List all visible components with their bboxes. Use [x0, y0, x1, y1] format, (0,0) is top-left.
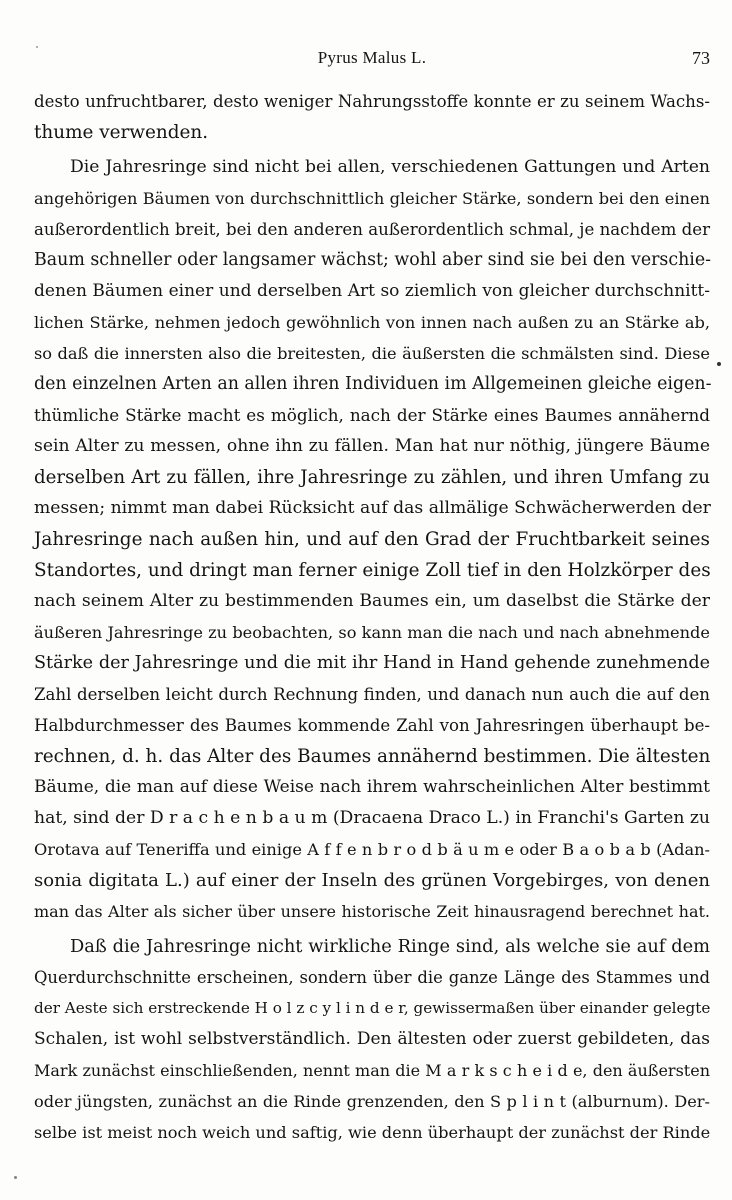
page-header — [34, 48, 710, 78]
text-line: Querdurchschnitte erscheinen, sondern über die ganze Länge des Stammes und — [34, 968, 710, 987]
running-title: Pyrus Malus L. — [317, 48, 427, 67]
text-line: Jahresringe nach außen hin, und auf den Grad der Fruchtbarkeit seines — [34, 529, 710, 550]
text-line: messen; nimmt man dabei Rücksicht auf das allmälige Schwächerwerden der — [34, 498, 711, 518]
ink-speck — [36, 46, 38, 48]
text-line: derselben Art zu fällen, ihre Jahresringe zu zählen, und ihren Umfang zu — [34, 467, 710, 488]
text-line: rechnen, d. h. das Alter des Baumes annähernd bestimmen. Die ältesten — [34, 746, 711, 767]
text-line: man das Alter als sicher über unsere historische Zeit hinausragend berechnet hat. — [34, 902, 710, 921]
text-line: außerordentlich breit, bei den anderen außerordentlich schmal, je nachdem der — [34, 220, 710, 239]
text-line: selbe ist meist noch weich und saftig, wie denn überhaupt der zunächst der Rinde — [34, 1123, 711, 1142]
text-line: thume verwenden. — [34, 122, 209, 143]
text-line: thümliche Stärke macht es möglich, nach der Stärke eines Baumes annähernd — [34, 405, 710, 425]
text-line: Standortes, und dringt man ferner einige Zoll tief in den Holzkörper des — [34, 560, 711, 581]
text-line: Mark zunächst einschließenden, nennt man die M a r k s c h e i d e, den äußersten — [34, 1061, 710, 1080]
text-line: oder jüngsten, zunächst an die Rinde grenzenden, den S p l i n t (alburnum). Der- — [34, 1092, 710, 1111]
text-line: Daß die Jahresringe nicht wirkliche Ringe sind, als welche sie auf dem — [70, 936, 710, 957]
text-line: so daß die innersten also die breitesten, die äußersten die schmälsten sind. Diese — [34, 344, 710, 363]
text-line: sonia digitata L.) auf einer der Inseln des grünen Vorgebirges, von denen — [34, 870, 710, 891]
text-line: sein Alter zu messen, ohne ihn zu fällen. Man hat nur nöthig, jüngere Bäume — [34, 436, 710, 456]
text-line: Stärke der Jahresringe und die mit ihr Hand in Hand gehende zunehmende — [34, 653, 710, 673]
text-line: nach seinem Alter zu bestimmenden Baumes ein, um daselbst die Stärke der — [34, 591, 710, 611]
text-line: lichen Stärke, nehmen jedoch gewöhnlich von innen nach außen zu an Stärke ab, — [34, 313, 710, 332]
text-line: Halbdurchmesser des Baumes kommende Zahl von Jahresringen überhaupt be- — [34, 716, 710, 735]
text-line: angehörigen Bäumen von durchschnittlich gleicher Stärke, sondern bei den einen — [34, 189, 710, 208]
text-line: Schalen, ist wohl selbstverständlich. Den ältesten oder zuerst gebildeten, das — [34, 1029, 710, 1049]
ink-speck — [717, 362, 721, 366]
text-line: äußeren Jahresringe zu beobachten, so kann man die nach und nach abnehmende — [34, 623, 710, 642]
text-line: Die Jahresringe sind nicht bei allen, verschiedenen Gattungen und Arten — [70, 157, 710, 177]
text-line: den einzelnen Arten an allen ihren Individuen im Allgemeinen gleiche eigen- — [34, 374, 712, 394]
text-line: hat, sind der D r a c h e n b a u m (Dracaena Draco L.) in Franchi's Garten zu — [34, 808, 710, 828]
ink-speck — [14, 1176, 17, 1179]
text-line: desto unfruchtbarer, desto weniger Nahrungsstoffe konnte er zu seinem Wachs- — [34, 92, 710, 111]
text-line: denen Bäumen einer und derselben Art so ziemlich von gleicher durchschnitt- — [34, 281, 710, 301]
page-number: 73 — [692, 48, 710, 68]
text-line: der Aeste sich erstreckende H o l z c y l i n d e r, gewissermaßen über einander gelegte — [34, 999, 711, 1017]
text-line: Orotava auf Teneriffa und einige A f f e n b r o d b ä u m e oder B a o b a b (Adan- — [34, 840, 710, 859]
text-line: Bäume, die man auf diese Weise nach ihrem wahrscheinlichen Alter bestimmt — [34, 777, 710, 797]
text-line: Zahl derselben leicht durch Rechnung finden, und danach nun auch die auf den — [34, 685, 710, 704]
text-line: Baum schneller oder langsamer wächst; wohl aber sind sie bei den verschie- — [34, 250, 712, 270]
